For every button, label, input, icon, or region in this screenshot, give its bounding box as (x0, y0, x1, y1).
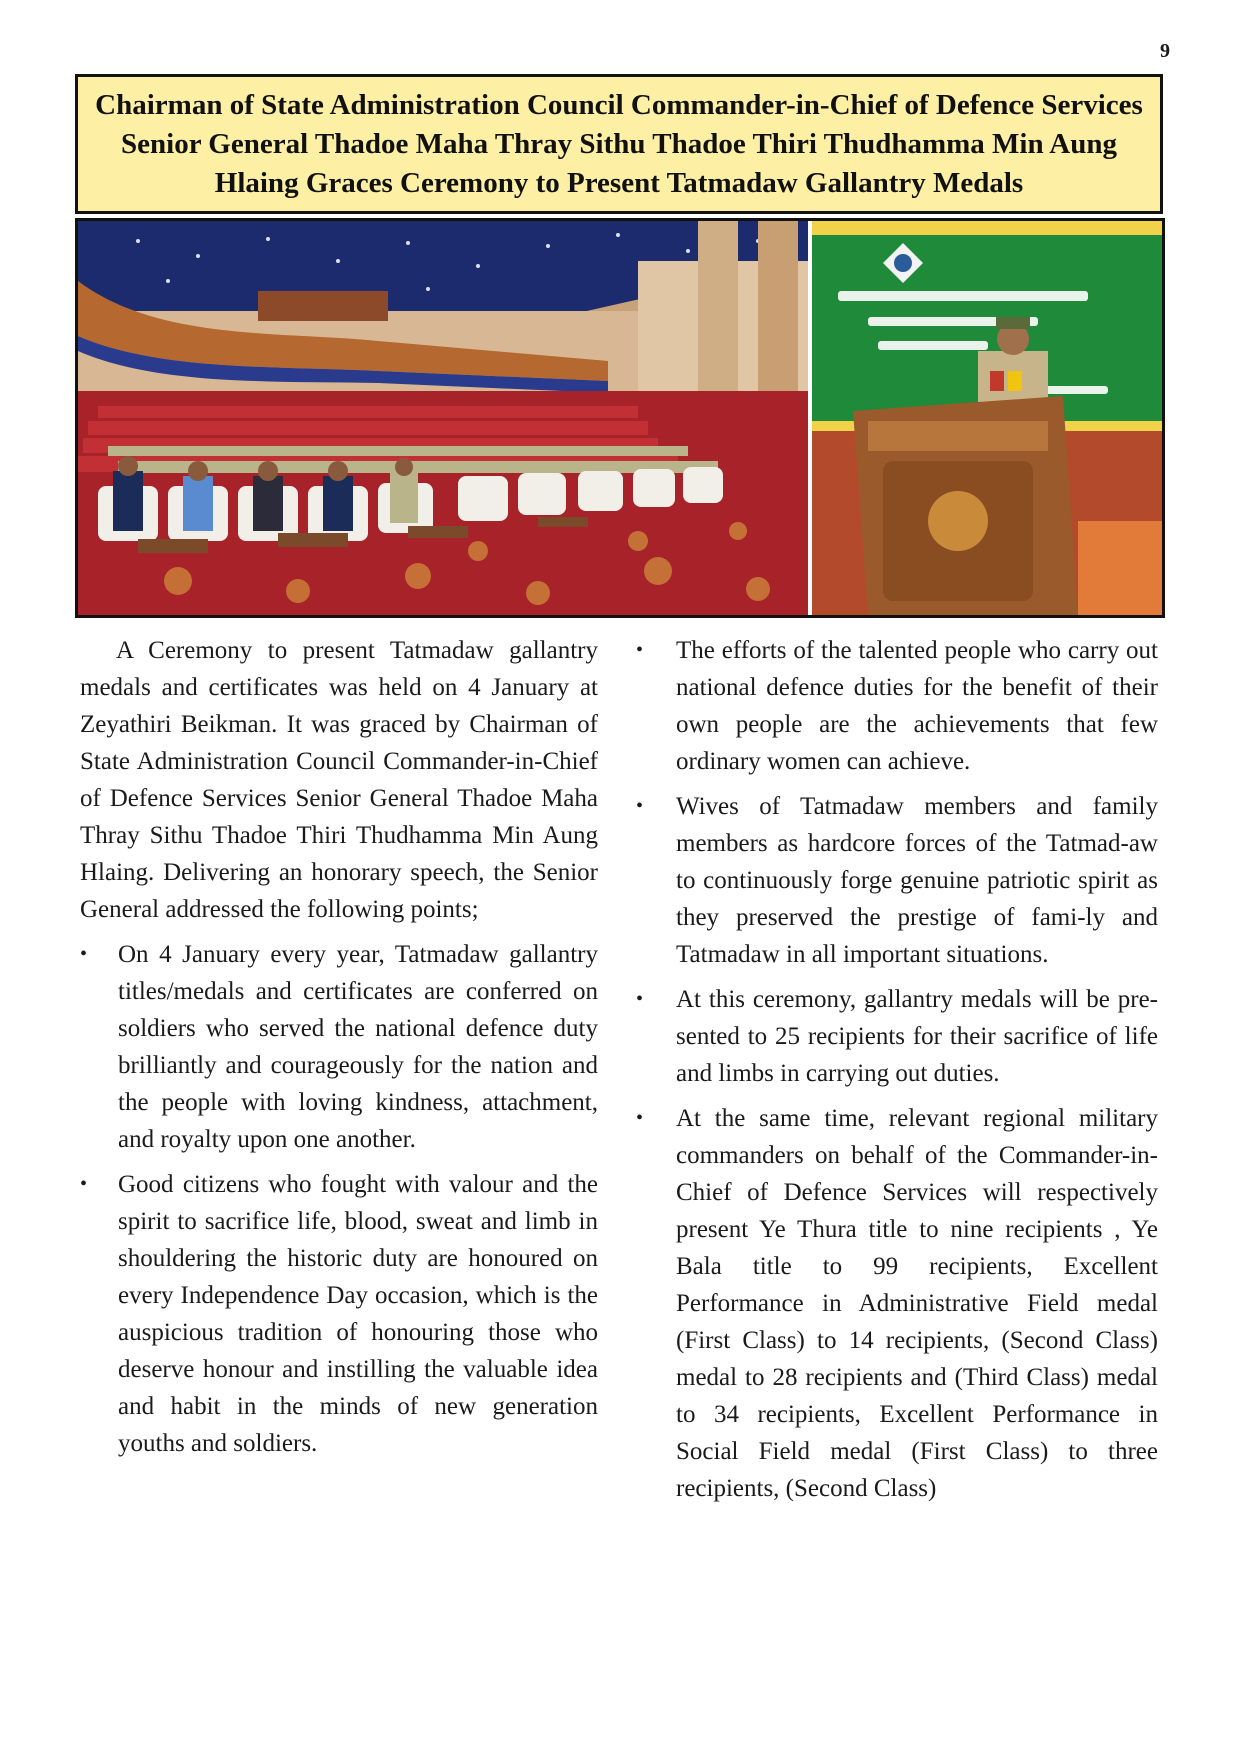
bullet-icon: • (636, 639, 644, 661)
article-title: Chairman of State Administration Council Commander-in-Chief of Defence Services Senior General Thadoe Maha Thray Sithu Thadoe Thiri Thudhamma Min Aung Hlaing Graces Ceremony to Present Tatmadaw Gallantry Medals (95, 88, 1143, 199)
article-title-box (75, 74, 1163, 214)
bullet-icon: • (80, 1173, 88, 1195)
right-column (638, 632, 1158, 1515)
bullet-icon: • (636, 795, 644, 817)
list-item-text: On 4 January every year, Tatmadaw gallantry titles/medals and certificates are conferred on soldiers who served the national defence duty brilliantly and courageously for the nation and the people with loving kindness, attachment, and royalty upon one another. (118, 941, 598, 1153)
bullet-icon: • (636, 988, 644, 1010)
bullet-icon: • (80, 943, 88, 965)
list-item (80, 1166, 598, 1462)
list-item-text: Wives of Tatmadaw members and family members as hardcore forces of the Tatmad-aw to continuously forge genuine patriotic spirit as they preserved the prestige of fami-ly and Tatmadaw in all important situations. (676, 793, 1158, 968)
page-number: 9 (1160, 40, 1170, 62)
list-item (638, 981, 1158, 1092)
list-item (638, 1100, 1158, 1507)
list-item (638, 632, 1158, 780)
list-item (80, 936, 598, 1158)
list-item-text: At the same time, relevant regional military commanders on behalf of the Commander-in-Chief of Defence Services will respectively present Ye Thura title to nine recipients , Ye Bala title to 99 recipients, Excellent Performance in Administrative Field medal (First Class) to 14 recipients, (Second Class) medal to 28 recipients and (Third Class) medal to 34 recipients, Excellent Performance in Social Field medal (First Class) to three recipients, (Second Class) (676, 1105, 1158, 1502)
photo-strip (75, 218, 1165, 618)
intro-paragraph: A Ceremony to present Tatmadaw gallantry medals and certificates was held on 4 January at Zeyathiri Beikman. It was graced by Chairman of State Administration Council Commander-in-Chief of Defence Services Senior General Thadoe Maha Thray Sithu Thadoe Thiri Thudhamma Min Aung Hlaing. Delivering an honorary speech, the Senior General addressed the following points; (80, 637, 598, 923)
right-bullet-list (638, 632, 1158, 1507)
auditorium-photo (78, 221, 808, 615)
left-bullet-list (80, 936, 598, 1462)
bullet-icon: • (636, 1107, 644, 1129)
speech-photo (812, 221, 1162, 615)
left-column (80, 632, 598, 1470)
list-item-text: At this ceremony, gallantry medals will be pre-sented to 25 recipients for their sacrifice of life and limbs in carrying out duties. (676, 986, 1158, 1087)
list-item-text: The efforts of the talented people who carry out national defence duties for the benefit of their own people are the achievements that few ordinary women can achieve. (676, 637, 1158, 775)
list-item (638, 788, 1158, 973)
list-item-text: Good citizens who fought with valour and the spirit to sacrifice life, blood, sweat and limb in shouldering the historic duty are honoured on every Independence Day occasion, which is the auspicious tradition of honouring those who deserve honour and instilling the valuable idea and habit in the minds of new generation youths and soldiers. (118, 1171, 598, 1457)
